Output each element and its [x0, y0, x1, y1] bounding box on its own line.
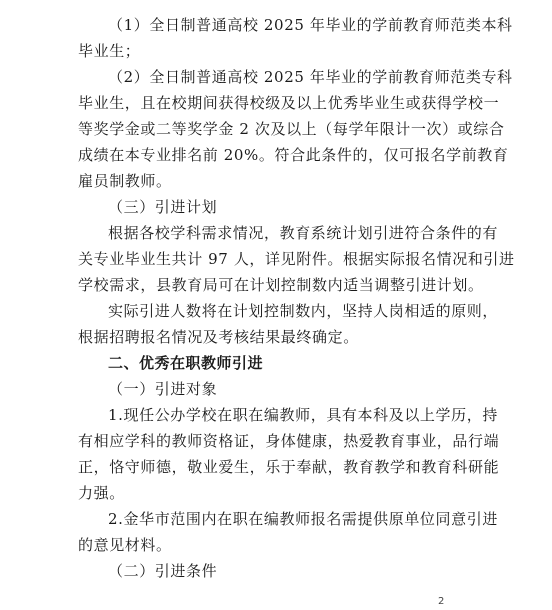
eligibility-item-2-line-1: （2）全日制普通高校 2025 年毕业的学前教育师范类专科 — [108, 68, 513, 86]
subsection-heading-conditions: （二）引进条件 — [108, 562, 218, 580]
section-heading-plan: （三）引进计划 — [108, 198, 218, 216]
eligibility-item-2-line-4: 成绩在本专业排名前 20%。符合此条件的，仅可报名学前教育 — [78, 146, 509, 164]
target-item-1-line-1: 1.现任公办学校在职在编教师，具有本科及以上学历，持 — [108, 406, 498, 424]
plan-paragraph-2-line-2: 根据招聘报名情况及考核结果最终确定。 — [78, 328, 359, 346]
eligibility-item-2-line-5: 雇员制教师。 — [78, 172, 172, 190]
eligibility-item-2-line-2: 毕业生，且在校期间获得校级及以上优秀毕业生或获得学校一 — [78, 94, 500, 112]
plan-paragraph-1-line-3: 学校需求，县教育局可在计划控制数内适当调整引进计划。 — [78, 276, 484, 294]
target-item-1-line-2: 有相应学科的教师资格证，身体健康，热爱教育事业，品行端 — [78, 432, 500, 450]
eligibility-item-1-line-1: （1）全日制普通高校 2025 年毕业的学前教育师范类本科 — [108, 16, 513, 34]
eligibility-item-2-line-3: 等奖学金或二等奖学金 2 次及以上（每学年限计一次）或综合 — [78, 120, 505, 138]
page-number: 2 — [438, 596, 445, 607]
plan-paragraph-1-line-1: 根据各校学科需求情况，教育系统计划引进符合条件的有 — [108, 224, 499, 242]
target-item-2-line-2: 的意见材料。 — [78, 536, 172, 554]
subsection-heading-target: （一）引进对象 — [108, 380, 218, 398]
plan-paragraph-2-line-1: 实际引进人数将在计划控制数内，坚持人岗相适的原则， — [108, 302, 499, 320]
plan-paragraph-1-line-2: 关专业毕业生共计 97 人，详见附件。根据实际报名情况和引进 — [78, 250, 515, 268]
target-item-1-line-3: 正，恪守师德，敬业爱生，乐于奉献，教育教学和教育科研能 — [78, 458, 500, 476]
target-item-1-line-4: 力强。 — [78, 484, 125, 502]
section-heading-teacher-introduction: 二、优秀在职教师引进 — [108, 354, 264, 372]
eligibility-item-1-line-2: 毕业生； — [78, 42, 141, 60]
target-item-2-line-1: 2.金华市范围内在职在编教师报名需提供原单位同意引进 — [108, 510, 498, 528]
